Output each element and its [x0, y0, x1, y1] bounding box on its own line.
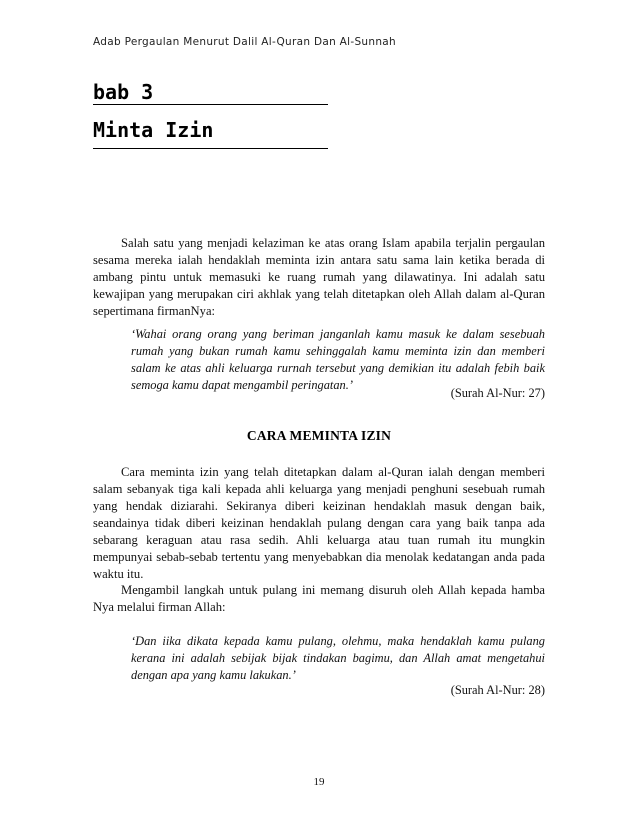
chapter-title-underline — [93, 148, 328, 149]
citation-surah-27: (Surah Al-Nur: 27) — [450, 386, 545, 400]
section-heading: CARA MEMINTA IZIN — [246, 428, 392, 443]
running-header: Adab Pergaulan Menurut Dalil Al-Quran Dan Al-Sunnah — [93, 36, 396, 48]
paragraph-intro: Salah satu yang menjadi kelaziman ke atas orang Islam apabila terjalin pergaulan sesama mereka ialah hendaklah meminta izin antara satu sama lain ketika berada di ambang pintu untuk memasuki ke ruang rumah yang dilawatinya. Ini adalah satu kewajipan yang merupakan ciri akhlak yang telah ditetapkan oleh Allah dalam al-Quran sepertimana firmanNya: — [93, 236, 545, 318]
citation-surah-28: (Surah Al-Nur: 28) — [450, 683, 545, 697]
quote-surah-28: ‘Dan iika dikata kepada kamu pulang, olehmu, maka hendaklah kamu pulang kerana ini adalah sebijak bijak tindakan bagimu, dan Allah amat mengetahui dengan apa yang kamu lakukan.’ — [131, 634, 545, 682]
page-number: 19 — [313, 776, 325, 788]
paragraph-return: Mengambil langkah untuk pulang ini memang disuruh oleh Allah kepada hamba Nya melalui firman Allah: — [93, 583, 545, 614]
chapter-number-underline — [93, 104, 328, 105]
chapter-title: Minta Izin — [93, 118, 214, 142]
quote-surah-27: ‘Wahai orang orang yang beriman janganlah kamu masuk ke dalam sesebuah rumah yang bukan rumah kamu sehinggalah kamu meminta izin dan memberi salam ke atas ahli keluarga rurnah tersebut yang demikian itu adalah febih baik semoga kamu dapat mengambil peringatan.’ — [131, 327, 545, 392]
paragraph-method: Cara meminta izin yang telah ditetapkan dalam al-Quran ialah dengan memberi salam sebanyak tiga kali kepada ahli keluarga yang menjadi penghuni sesebuah rumah yang hendak diziarahi. Sekiranya diberi keizinan hendaklah masuk dengan baik, seandainya tidak diberi keizinan hendaklah pulang dengan cara yang baik tanpa ada sebarang keraguan atau rasa sedih. Ahli keluarga atau tuan rumah itu mungkin mempunyai sebab-sebab tertentu yang menyebabkan dia menolak kedatangan anda pada waktu itu. — [93, 465, 545, 581]
chapter-number: bab 3 — [93, 80, 154, 104]
